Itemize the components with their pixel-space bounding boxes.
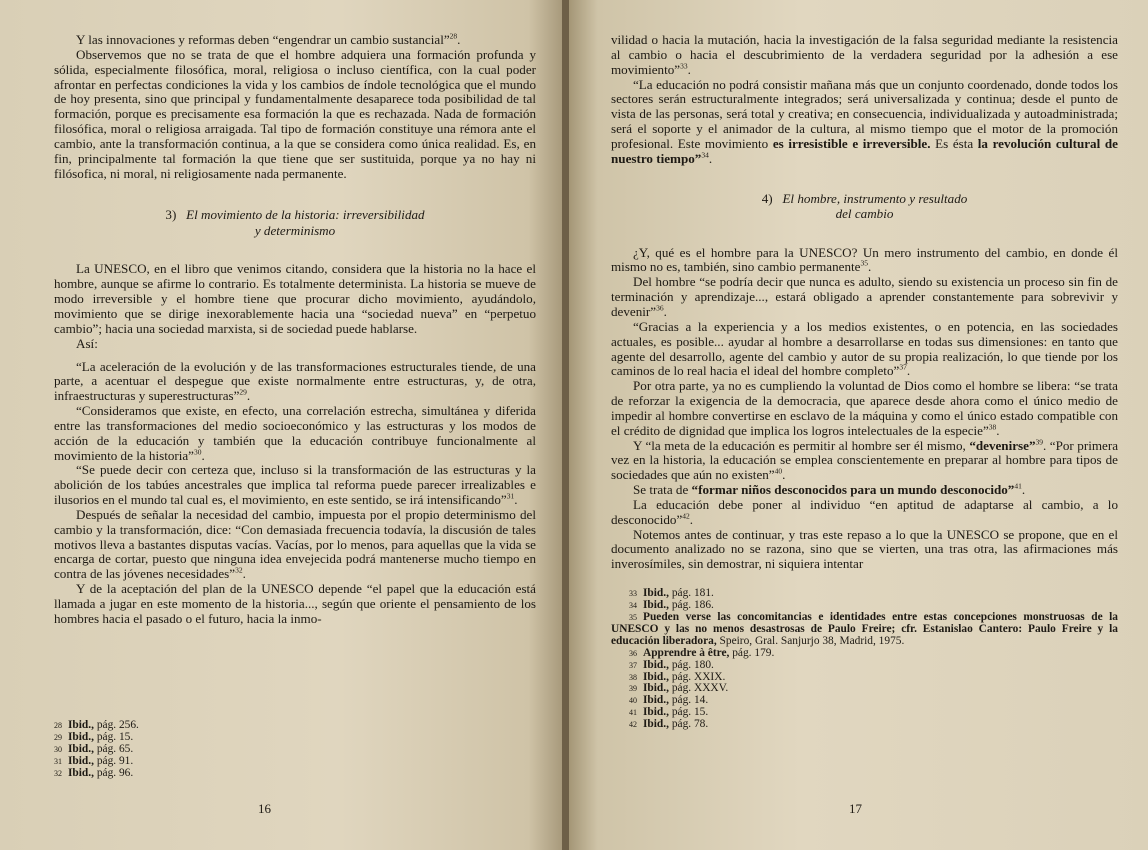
footnote: 29 Ibid., pág. 15.: [54, 730, 134, 743]
paragraph: Después de señalar la necesidad del cambio, impuesta por el propio determinismo del cambio y la transformación, dice: “Con demasiada frecuencia todavía, la discusión de tales motivos lleva a bastantes disputas vacías. Vacías, por lo menos, para aquellas que la vida se encarga de cortar, puesto que ninguna idea envejecida podrá mantenerse mucho tiempo en contra de las jóvenes necesidades”$^{32}$.: [54, 506, 536, 582]
paragraph: Y “la meta de la educación es permitir al hombre ser él mismo, “devenirse”$^{39}$. “Por primera vez en la historia, la educación se emplea conscientemente en preparar al hombre para tipos de sociedades que aún no existen”$^{40}$.: [611, 437, 1119, 483]
page-number: 16: [258, 801, 271, 817]
right-page: [569, 0, 1148, 850]
quote-paragraph: “Se puede decir con certeza que, incluso si la transformación de las estructuras y la abolición de los tabúes ancestrales que implica tal reforma puede parecer irrealizables e ilusorios en el mundo tal cual es, el movimiento, en este sentido, se irá intensificando”$^{31}$.: [54, 462, 536, 508]
paragraph: vilidad o hacia la mutación, hacia la investigación de la falsa seguridad mediante la resistencia al cambio o hacia el descubrimiento de la verdadera seguridad por la adhesión a ese movimiento”$^{33}$.: [611, 32, 1118, 77]
section-heading: 4) El hombre, instrumento y resultado del cambio: [761, 190, 968, 222]
left-page: [0, 0, 562, 850]
section-heading: 3) El movimiento de la historia: irreversibilidad y determinismo: [165, 207, 425, 238]
paragraph: Así:: [76, 335, 98, 351]
footnote: 35 Pueden verse las concomitancias e identidades entre estas concepciones monstruosas de la UNESCO y las no menos desastrosas de Paulo Freire; cfr. Estanislao Cantero: Paulo Freire y la educación liberadora, Speiro, Gral. Sanjurjo 38, Madrid, 1975.: [611, 610, 1118, 647]
paragraph: Y de la aceptación del plan de la UNESCO depende “el papel que la educación está llamada a jugar en este momento de la historia..., según que oriente el pensamiento de los hombres hacia el pasado o el futuro, hacia la inmo-: [54, 581, 536, 626]
paragraph: Notemos antes de continuar, y tras este repaso a lo que la UNESCO se propone, que en el documento analizado no se razona, sino que se vierten, una tras otra, las afirmaciones más inverosímiles, sin demostrar, ni siquiera intentar: [611, 526, 1118, 572]
quote-paragraph: “Gracias a la experiencia y a los medios existentes, o en potencia, en las sociedades actuales, es posible... ayudar al hombre a desarrollarse en todas sus dimensiones: en tanto que agente del desarrollo, agente del cambio y autor de su propia realización, lo que tiende por los caminos de lo real hacia el ideal del hombre completo”$^{37}$.: [611, 318, 1118, 379]
footnote: 37 Ibid., pág. 180.: [629, 658, 714, 671]
paragraph: La UNESCO, en el libro que venimos citando, considera que la historia no la hace el hombre, aunque se afirme lo contrario. Es totalmente determinista. La historia se mueve de modo irreversible y el hombre tiene que procurar dicho movimiento, ayudándolo, movimiento que se dirige inexorablemente hacia una “sociedad nueva” en “perpetuo cambio”; hacia una sociedad marxista, si de sociedad puede hablarse.: [54, 261, 536, 336]
paragraph: Y las innovaciones y reformas deben “engendrar un cambio sustancial”$^{28}$.: [76, 31, 461, 47]
footnote: 31 Ibid., pág. 91.: [54, 754, 134, 767]
book-gutter: [562, 0, 569, 850]
paragraph: Se trata de “formar niños desconocidos para un mundo desconocido”$^{41}$.: [633, 481, 1026, 498]
footnote: 41 Ibid., pág. 15.: [629, 706, 709, 719]
quote-paragraph: “La educación no podrá consistir mañana más que un conjunto coordenado, donde todos los sectores serán estructuralmente integrados; será universalizada y continua; desde el punto de vista de las personas, será total y creativa; en consecuencia, individualizada y autoadministrada; será el soporte y el animador de la cultura, al mismo tiempo que el motor de la promoción profesional. Este movimiento es irresistible e irreversible. Es ésta la revolución cultural de nuestro tiempo”$^{34}$.: [611, 76, 1118, 166]
footnotes: [611, 588, 1118, 731]
footnote: 36 Apprendre à être, pág. 179.: [629, 646, 775, 659]
footnote: 30 Ibid., pág. 65.: [54, 742, 134, 755]
paragraph: Observemos que no se trata de que el hombre adquiera una formación profunda y sólida, especialmente filosófica, moral, religiosa o incluso científica, con la cual poder afrontar en perfectas condiciones la vida y los cambios de índole tecnológica que el mundo de hoy presenta, sino que principal y fundamentalmente desaparece toda posibilidad de tal formación, porque es precisamente esa formación la que es rechazada. Nada de formación filosófica, moral o religiosa arraigada. Tal tipo de formación constituye una rémora ante el cambio, ante la transformación continua, a la que se considera como única realidad. Es, en fin, principalmente tal formación la que tiene que ser sustituida, porque ya no hay ni filósofica, ni moral, ni religiosamente nada permanente.: [54, 46, 536, 181]
footnote: 38 Ibid., pág. XXIX.: [629, 670, 726, 683]
page-number: 17: [849, 801, 862, 817]
footnote: 42 Ibid., pág. 78.: [629, 718, 709, 731]
quote-paragraph: “La aceleración de la evolución y de las transformaciones estructurales tiende, de una parte, a acentuar el despegue que existe normalmente entre estructuras, y, de otra, infraestructuras y superestructuras”$^{29}$.: [54, 358, 536, 404]
footnote: 40 Ibid., pág. 14.: [629, 694, 709, 707]
paragraph: Por otra parte, ya no es cumpliendo la voluntad de Dios como el hombre se libera: “se trata de reforzar la exigencia de la democracia, que aparece desde ahora como el único medio de impedir al hombre convertirse en esclavo de la máquina y como el único estado compatible con el crédito de dignidad que implica los logros intelectuales de la especie”$^{38}$.: [611, 378, 1118, 438]
paragraph: ¿Y, qué es el hombre para la UNESCO? Un mero instrumento del cambio, en donde él mismo no es, también, sino cambio permanente$^{35}$.: [611, 244, 1118, 275]
footnotes: [54, 720, 139, 780]
footnote: 28 Ibid., pág. 256.: [54, 719, 139, 731]
footnote: 33 Ibid., pág. 181.: [629, 587, 714, 600]
paragraph: Del hombre “se podría decir que nunca es adulto, siendo su existencia un proceso sin fin de terminación y aprendizaje..., estará obligado a aprender constantemente para sobrevivir y devenir”$^{36}$.: [611, 274, 1118, 319]
footnote: 34 Ibid., pág. 186.: [629, 599, 714, 612]
paragraph: La educación debe poner al individuo “en aptitud de adaptarse al cambio, a lo desconocido”$^{42}$.: [611, 496, 1118, 527]
footnote: 39 Ibid., pág. XXXV.: [629, 682, 729, 695]
quote-paragraph: “Consideramos que existe, en efecto, una correlación estrecha, simultánea y diferida entre las transformaciones del medio socioeconómico y las estructuras y los modos de acción de la educación y también que la educación contribuye funcionalmente al movimiento de la historia”$^{30}$.: [54, 403, 536, 463]
footnote: 32 Ibid., pág. 96.: [54, 766, 134, 779]
